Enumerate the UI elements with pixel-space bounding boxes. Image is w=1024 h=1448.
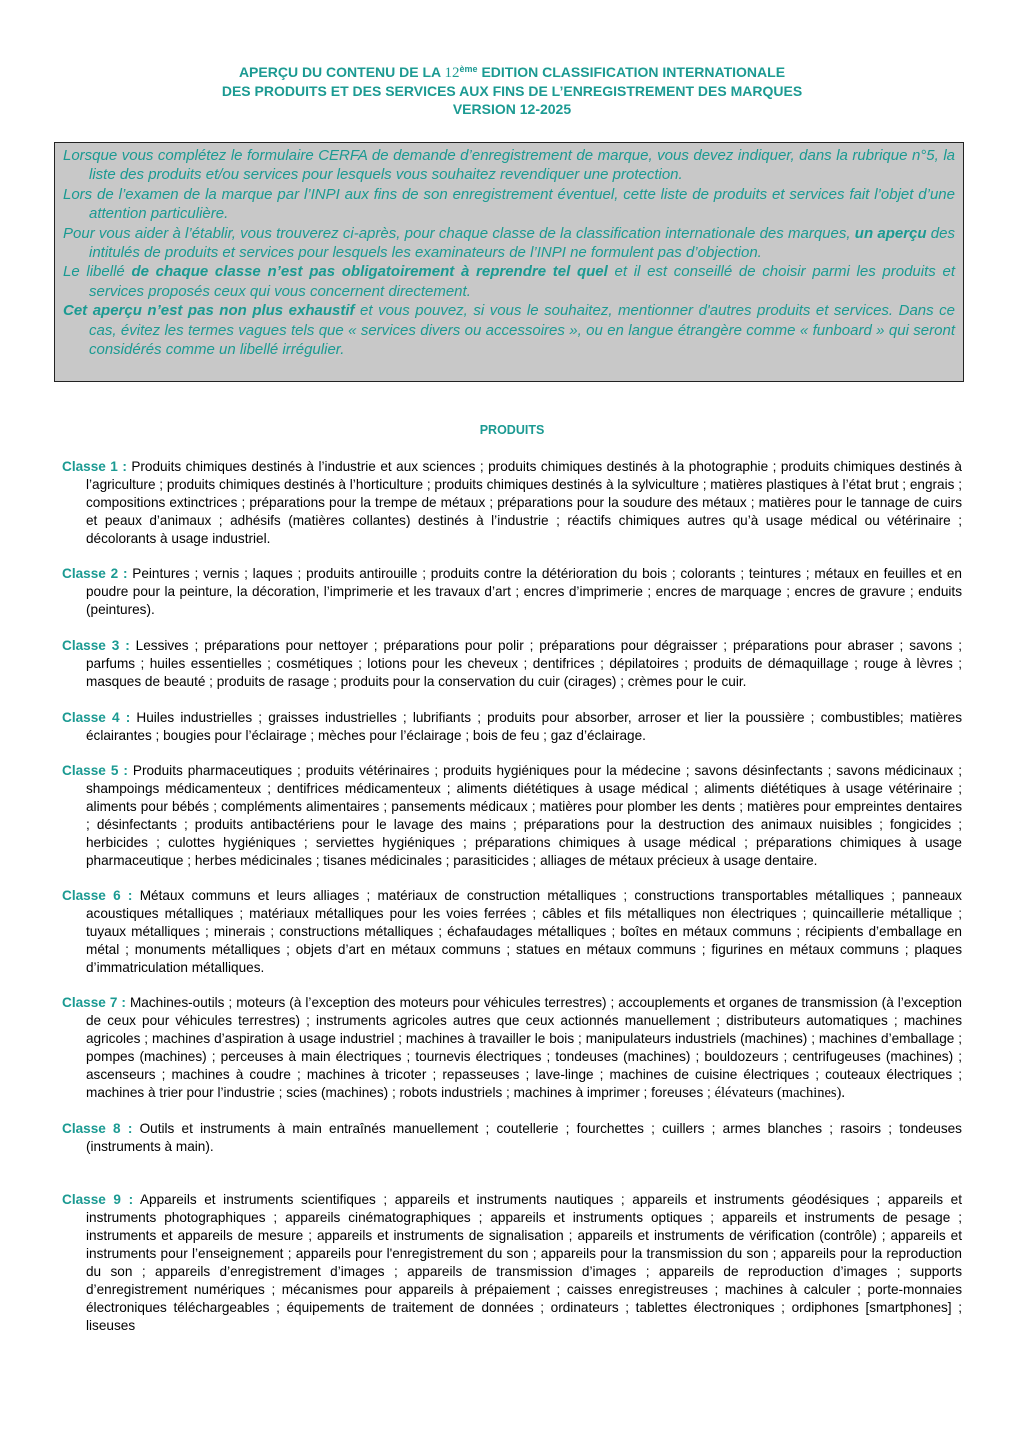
- class-entry-7: [62, 994, 962, 1102]
- notice-paragraph-1: Lorsque vous complétez le formulaire CERFA de demande d’enregistrement de marque, vous devez indiquer, dans la rubrique n°5, la liste des produits et/ou services pour lesquels vous souhaitez revendiquer une protection.: [63, 147, 955, 184]
- class-text: Machines-outils ; moteurs (à l’exception des moteurs pour véhicules terrestres) ; accouplements et organes de transmission (à l’exception de ceux pour véhicules terrestres) ; instruments agricoles autres que ceux actionnés manuellement ; distributeurs automatiques ; machines agricoles ; machines d’aspiration à usage industriel ; machines à travailler le bois ; manipulateurs industriels (machines) ; machines d’emballage ; pompes (machines) ; perceuses à main électriques ; tournevis électriques ; tondeuses (machines) ; bouldozeurs ; centrifugeuses (machines) ; ascenseurs ; machines à coudre ; machines à tricoter ; repasseuses ; lave-linge ; machines de cuisine électriques ; couteaux électriques ; machines à trier pour l’industrie ; scies (machines) ; robots industriels ; machines à imprimer ; foreuses ;: [86, 995, 962, 1100]
- title-line-1: APERÇU DU CONTENU DE LA 12ème EDITION CLASSIFICATION INTERNATIONALE: [238, 64, 786, 81]
- class-text: Produits pharmaceutiques ; produits vétérinaires ; produits hygiéniques pour la médecine ; savons désinfectants ; savons médicinaux ; shampoings médicamenteux ; dentifrices médicamenteux ; aliments diététiques à usage médical ; aliments diététiques à usage vétérinaire ; aliments pour bébés ; compléments alimentaires ; pansements médicaux ; matières pour plomber les dents ; matières pour empreintes dentaires ; désinfectants ; produits antibactériens pour le lavage des mains ; préparations pour la destruction des animaux nuisibles ; fongicides ; herbicides ; culottes hygiéniques ; serviettes hygiéniques ; préparations chimiques à usage médical ; préparations chimiques à usage pharmaceutique ; herbes médicinales ; tisanes médicinales ; parasiticides ; alliages de métaux précieux à usage dentaire.: [86, 763, 962, 868]
- class-label: Classe 7 :: [62, 995, 126, 1010]
- class-label: Classe 1 :: [62, 459, 127, 474]
- class-entry-1: [62, 458, 962, 548]
- class-label: Classe 8 :: [62, 1121, 133, 1136]
- class-entry-2: [62, 565, 962, 619]
- class-text: Lessives ; préparations pour nettoyer ; préparations pour polir ; préparations pour dégraisser ; préparations pour abraser ; savons ; parfums ; huiles essentielles ; cosmétiques ; lotions pour les cheveux ; dentifrices ; dépilatoires ; produits de démaquillage ; rouge à lèvres ; masques de beauté ; produits de rasage ; produits pour la conservation du cuir (cirages) ; crèmes pour le cuir.: [86, 638, 962, 689]
- class-label: Classe 4 :: [62, 710, 131, 725]
- class-label: Classe 3 :: [62, 638, 130, 653]
- class-label: Classe 6 :: [62, 888, 133, 903]
- title-line-2: DES PRODUITS ET DES SERVICES AUX FINS DE L’ENREGISTREMENT DES MARQUES: [221, 83, 803, 99]
- class-text: Outils et instruments à main entraînés manuellement ; coutellerie ; fourchettes ; cuillers ; armes blanches ; rasoirs ; tondeuses (instruments à main).: [86, 1121, 962, 1154]
- notice-paragraph-5: Cet aperçu n’est pas non plus exhaustif et vous pouvez, si vous le souhaitez, mentionner d'autres produits et services. Dans ce cas, évitez les termes vagues tels que « services divers ou accessoires », ou en langue étrangère comme « funboard » qui seront considérés comme un libellé irrégulier.: [63, 302, 955, 359]
- title-line-3: VERSION 12-2025: [452, 101, 572, 117]
- notice-box: [54, 142, 964, 382]
- class-entry-5: [62, 762, 962, 870]
- edition-number: 12: [444, 65, 460, 81]
- class-entry-3: [62, 637, 962, 691]
- class-label: Classe 2 :: [62, 566, 128, 581]
- class-list: [62, 458, 962, 1335]
- class-text: Appareils et instruments scientifiques ; appareils et instruments nautiques ; appareils et instruments géodésiques ; appareils et instruments photographiques ; appareils cinématographiques ; appareils et instruments optiques ; appareils et instruments de pesage ; instruments et appareils de mesure ; appareils et instruments de signalisation ; appareils et instruments de vérification (contrôle) ; appareils et instruments pour l’enseignement ; appareils pour l'enregistrement du son ; appareils pour la transmission du son ; appareils pour la reproduction du son ; appareils d’enregistrement d’images ; appareils de transmission d’images ; appareils de reproduction d’images ; supports d’enregistrement numériques ; mécanismes pour appareils à prépaiement ; caisses enregistreuses ; machines à calculer ; porte-monnaies électroniques téléchargeables ; équipements de traitement de données ; ordinateurs ; tablettes électroniques ; ordiphones [smartphones] ; liseuses: [86, 1192, 962, 1333]
- notice-paragraph-4: Le libellé de chaque classe n’est pas obligatoirement à reprendre tel quel et il est conseillé de choisir parmi les produits et services proposés ceux qui vous concernent directement.: [63, 263, 955, 300]
- class-entry-9: [62, 1191, 962, 1335]
- class-text: Métaux communs et leurs alliages ; matériaux de construction métalliques ; constructions transportables métalliques ; panneaux acoustiques métalliques ; matériaux métalliques pour les voies ferrées ; câbles et fils métalliques non électriques ; quincaillerie métallique ; tuyaux métalliques ; minerais ; constructions métalliques ; échafaudages métalliques ; boîtes en métaux communs ; récipients d’emballage en métal ; monuments métalliques ; objets d’art en métaux communs ; statues en métaux communs ; figurines en métaux communs ; plaques d’immatriculation métalliques.: [86, 888, 962, 975]
- section-title: PRODUITS: [479, 423, 545, 437]
- class-entry-8: [62, 1120, 962, 1156]
- class-label: Classe 9 :: [62, 1192, 134, 1207]
- class-entry-6: [62, 887, 962, 977]
- class-text: Produits chimiques destinés à l’industrie et aux sciences ; produits chimiques destinés à la photographie ; produits chimiques destinés à l’agriculture ; produits chimiques destinés à l’horticulture ; produits chimiques destinés à la sylviculture ; matières plastiques à l’état brut ; engrais ; compositions extinctrices ; préparations pour la trempe de métaux ; préparations pour la soudure des métaux ; matières pour le tannage de cuirs et peaux d’animaux ; adhésifs (matières collantes) destinés à l’industrie ; réactifs chimiques autres qu’à usage médical ou vétérinaire ; décolorants à usage industriel.: [86, 459, 962, 546]
- class-entry-4: [62, 709, 962, 745]
- notice-paragraph-3: Pour vous aider à l’établir, vous trouverez ci-après, pour chaque classe de la classification internationale des marques, un aperçu des intitulés de produits et services pour lesquels les examinateurs de l’INPI ne formulent pas d’objection.: [63, 224, 955, 262]
- class-label: Classe 5 :: [62, 763, 128, 778]
- notice-paragraph-2: Lors de l’examen de la marque par l’INPI aux fins de son enregistrement éventuel, cette liste de produits et services fait l’objet d’une attention particulière.: [63, 185, 955, 223]
- class-text-tail: élévateurs (machines).: [714, 1085, 846, 1101]
- edition-superscript: ème: [459, 64, 478, 74]
- class-text: Huiles industrielles ; graisses industrielles ; lubrifiants ; produits pour absorber, arroser et lier la poussière ; combustibles; matières éclairantes ; bougies pour l’éclairage ; mèches pour l’éclairage ; bois de feu ; gaz d’éclairage.: [86, 710, 962, 743]
- document-title: [100, 63, 924, 118]
- class-text: Peintures ; vernis ; laques ; produits antirouille ; produits contre la détérioration du bois ; colorants ; teintures ; métaux en feuilles et en poudre pour la peinture, la décoration, l’imprimerie et les travaux d’art ; encres d’imprimerie ; encres de marquage ; encres de gravure ; enduits (peintures).: [86, 566, 962, 617]
